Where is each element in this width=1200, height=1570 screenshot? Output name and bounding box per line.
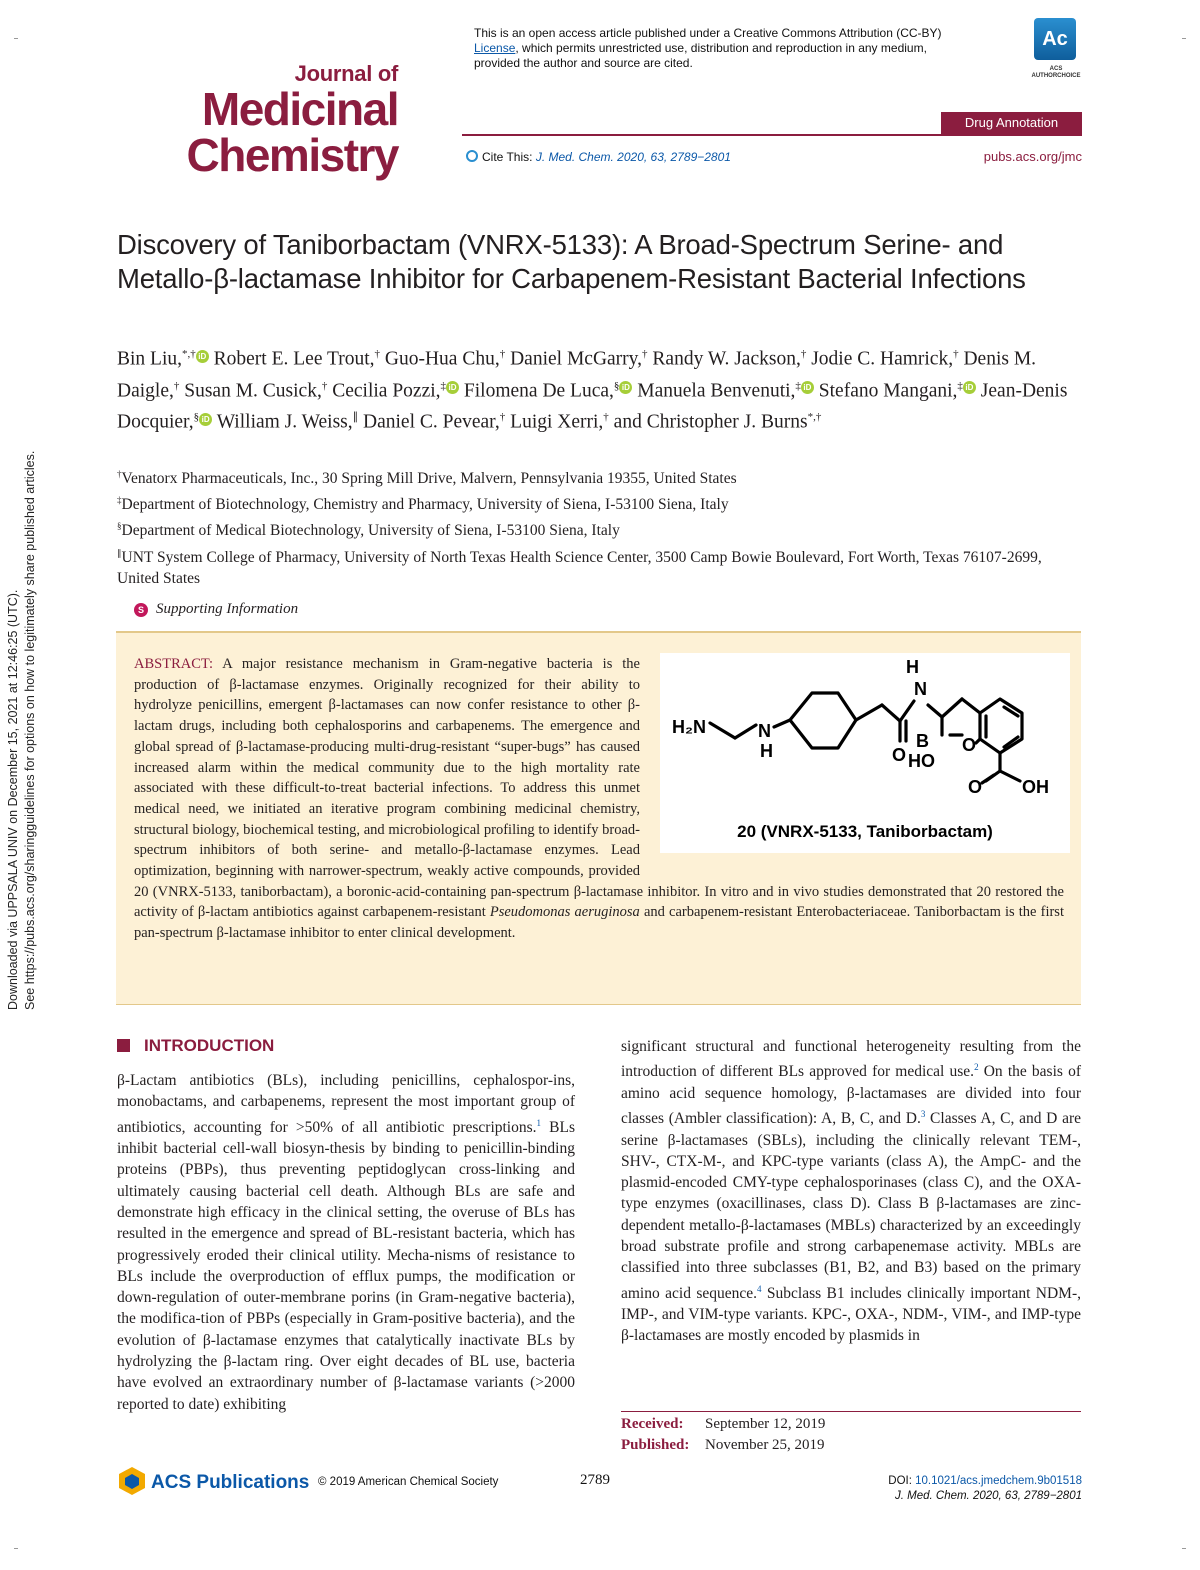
author-name: Susan M. Cusick, xyxy=(184,380,322,401)
author-name: Jodie C. Hamrick, xyxy=(811,348,954,370)
intro-right-column xyxy=(621,1036,1081,1347)
license-link[interactable]: License xyxy=(474,41,516,55)
journal-url[interactable]: pubs.acs.org/jmc xyxy=(983,149,1082,164)
download-watermark xyxy=(5,0,39,1010)
affiliation-symbol: ‡ xyxy=(117,495,122,505)
received-label: Received: xyxy=(621,1416,684,1432)
page-number: 2789 xyxy=(580,1472,610,1488)
copyright: © 2019 American Chemical Society xyxy=(318,1476,499,1488)
h2n-label: H₂N xyxy=(672,717,706,737)
author-name: Luigi Xerri, xyxy=(510,411,604,433)
author-name: Jean-Denis Docquier, xyxy=(117,380,1068,433)
acs-publications-logo[interactable] xyxy=(117,1466,309,1496)
article-dates xyxy=(621,1411,1081,1456)
orcid-icon[interactable]: iD xyxy=(196,350,209,363)
cite-label: Cite This: xyxy=(482,150,533,164)
abstract-text-end: and carbapenem-resistant Enterobacteriaceae. Taniborbactam is the first pan-spectrum β-lactamase inhibitor to enter clinical development. xyxy=(134,904,1064,942)
author-affiliation-marker: † xyxy=(173,379,180,392)
reference-citation[interactable]: 2 xyxy=(974,1062,979,1073)
author-affiliation-marker: † xyxy=(603,411,609,423)
affiliation xyxy=(117,464,1087,489)
orcid-icon[interactable]: iD xyxy=(446,381,459,394)
amide-o-label: O xyxy=(892,745,907,765)
author-affiliation-marker: *,† xyxy=(807,411,822,423)
reference-citation[interactable]: 1 xyxy=(536,1117,542,1128)
author-affiliation-marker: † xyxy=(800,348,807,360)
footer-citation: J. Med. Chem. 2020, 63, 2789−2801 xyxy=(894,1490,1082,1502)
orcid-icon[interactable]: iD xyxy=(801,381,814,394)
abstract-label: ABSTRACT: xyxy=(134,656,214,672)
author-affiliation-marker: ‡ xyxy=(440,379,447,392)
author-name: Manuela Benvenuti, xyxy=(637,380,796,401)
boron-label: B xyxy=(916,731,929,751)
author-affiliation-marker: ‡ xyxy=(795,379,801,392)
watermark-line-2: See https://pubs.acs.org/sharingguidelines for options on how to legitimately share published articles. xyxy=(23,450,37,1010)
crop-mark xyxy=(1182,38,1186,39)
affiliation xyxy=(117,543,1087,589)
amine-h-label: H xyxy=(760,741,773,761)
amine-n-label: N xyxy=(758,721,771,741)
acid-oh-label: OH xyxy=(1022,777,1049,797)
author-name: Randy W. Jackson, xyxy=(652,348,801,370)
graphic-spacer xyxy=(640,654,1064,878)
footer-doi-block xyxy=(888,1474,1082,1504)
cite-icon xyxy=(466,150,478,162)
doi-label: DOI: xyxy=(888,1475,916,1487)
orcid-icon[interactable]: iD xyxy=(199,413,212,426)
cite-this[interactable] xyxy=(466,150,731,164)
author-name: Daniel C. Pevear, xyxy=(363,411,500,433)
author-affiliation-marker: § xyxy=(193,411,200,423)
affiliation xyxy=(117,516,1087,541)
orcid-icon[interactable]: iD xyxy=(619,381,632,394)
author-name: William J. Weiss, xyxy=(216,411,353,433)
author-list xyxy=(117,341,1087,436)
hydroxyl-label: HO xyxy=(908,751,935,771)
author-affiliation-marker: † xyxy=(499,348,506,360)
author-name: Denis M. Daigle, xyxy=(117,348,1037,401)
authorchoice-badge-icon[interactable]: Ac xyxy=(1034,18,1076,60)
author-name: Robert E. Lee Trout, xyxy=(213,348,375,370)
paragraph-text: BLs inhibit bacterial cell-wall biosyn-thesis by binding to penicillin-binding proteins (PBPs), thus preventing peptidoglycan cross-linking and ultimately causing bacterial cell death. Although BLs are safe and demonstrate high efficacy in the clinical setting, the overuse of BLs has resulted in the emergence and spread of BL-resistant bacteria, which has progressively eroded their clinical utility. Mecha-nisms of resistance to BLs include the overproduction of efflux pumps, the modification or down-regulation of outer-membrane porins (in Gram-negative bacteria), the modifica-tion of PBPs (especially in Gram-positive bacteria), and the evolution of β-lactamase enzymes that catalytically inactivate BLs by hydrolyzing the β-lactam ring. Over eight decades of BL use, bacteria have evolved an extraordinary number of β-lactamase variants (>2000 reported to date) exhibiting xyxy=(117,1118,576,1413)
acs-hexagon-icon xyxy=(117,1466,147,1496)
abstract-text: A major resistance mechanism in Gram-negative bacteria is the production of β-lactamase enzymes. Originally recognized for their ability to hydrolyze penicillins, emergent β-lactamases can now confer resistance to other β-lactam drugs, including both cephalosporins and carbapenems. The emergence and global spread of β-lactamase-producing multi-drug-resistant “super-bugs” has caused increased alarm within the medical community due to the high mortality rate associated with these difficult-to-treat bacterial infections. To address this unmet medical need, we initiated an iterative program combining medicinal chemistry, structural biology, biochemical testing, and microbiological profiling to identify broad-spectrum inhibitors of both serine- and metallo-β-lactamase enzymes. Lead optimization, beginning with narrower-spectrum, weakly active compounds, provided 20 (VNRX-5133, taniborbactam), a boronic-acid-containing pan-spectrum β-lactamase inhibitor. In vitro and in vivo studies demonstrated that 20 restored the activity of β-lactam antibiotics against carbapenem-resistant xyxy=(134,656,1064,921)
author-affiliation-marker: † xyxy=(321,379,328,392)
affiliation-text: Venatorx Pharmaceuticals, Inc., 30 Spring Mill Drive, Malvern, Pennsylvania 19355, United States xyxy=(121,470,737,488)
author-affiliation-marker: † xyxy=(953,348,959,360)
author-affiliation-marker: § xyxy=(613,379,620,392)
journal-logo-line-1: Journal of xyxy=(294,61,398,86)
structure-caption: 20 (VNRX-5133, Taniborbactam) xyxy=(737,822,993,841)
paragraph-text: β-Lactam antibiotics (BLs), including penicillins, cephalospor-ins, monobactams, and carbapenems, represent the most important group of antibiotics, accounting for >50% of all antibiotic prescriptions. xyxy=(117,1072,575,1136)
received-date: September 12, 2019 xyxy=(705,1416,826,1432)
paragraph-text: Classes A, C, and D are serine β-lactamases (SBLs), including the clinically relevant TEM-, SHV-, CTX-M-, and KPC-type variants (class A), the AmpC- and the plasmid-encoded CMY-type cephalosporinases (class C), and the OXA-type enzymes (oxacillinases, class D). Class B β-lactamases are zinc-dependent metallo-β-lactamases (MBLs) characterized by an exceedingly broad substrate profile and strong carbapenemase activity. MBLs are classified into three subclasses (B1, B2, and B3) based on the primary amino acid sequence. xyxy=(621,1110,1082,1302)
author-name: Stefano Mangani, xyxy=(818,380,958,401)
crop-mark xyxy=(1182,1548,1186,1549)
amide-h-label: H xyxy=(906,657,919,677)
author-name: Cecilia Pozzi, xyxy=(332,380,441,401)
orcid-icon[interactable]: iD xyxy=(963,381,976,394)
ring-o-label: O xyxy=(962,735,977,755)
affiliation-text: Department of Medical Biotechnology, University of Siena, I-53100 Siena, Italy xyxy=(121,522,620,540)
published-label: Published: xyxy=(621,1437,690,1453)
affiliation-text: Department of Biotechnology, Chemistry and Pharmacy, University of Siena, I-53100 Siena, Italy xyxy=(121,496,729,514)
journal-logo[interactable] xyxy=(158,61,398,181)
reference-citation[interactable]: 4 xyxy=(757,1283,762,1294)
affiliation-symbol: † xyxy=(117,469,122,479)
author-name: Filomena De Luca, xyxy=(463,380,614,401)
section-marker-icon xyxy=(117,1039,130,1052)
published-date: November 25, 2019 xyxy=(705,1437,825,1453)
affiliation-text: UNT System College of Pharmacy, University of North Texas Health Science Center, 3500 Camp Bowie Boulevard, Fort Worth, Texas 76107-2699, United States xyxy=(117,549,1042,588)
paragraph-text: Subclass B1 includes clinically important NDM-, IMP-, and VIM-type variants. KPC-, OXA-, NDM-, VIM-, and IMP-type β-lactamases are mostly encoded by plasmids in xyxy=(621,1284,1081,1345)
oa-line-2: , which permits unrestricted use, distribution and reproduction in any medium, xyxy=(515,41,927,55)
authorchoice-label: ACS AUTHORCHOICE xyxy=(1031,66,1081,79)
paragraph-text: On the basis of amino acid sequence homology, β-lactamases are divided into four classes (Ambler classification): A, B, C, and D. xyxy=(621,1063,1081,1128)
author-name: and Christopher J. Burns xyxy=(613,411,808,433)
author-name: Daniel McGarry, xyxy=(510,348,643,370)
supporting-info-label: Supporting Information xyxy=(156,601,299,617)
introduction-heading xyxy=(117,1036,274,1056)
abstract xyxy=(134,654,1064,944)
doi-link[interactable]: 10.1021/acs.jmedchem.9b01518 xyxy=(915,1475,1082,1487)
watermark-line-1: Downloaded via UPPSALA UNIV on December 15, 2021 at 12:46:25 (UTC). xyxy=(6,589,20,1010)
author-affiliation-marker: *,† xyxy=(182,348,196,360)
intro-left-column xyxy=(117,1070,575,1415)
author-affiliation-marker: ‡ xyxy=(957,379,963,392)
oa-line-3: provided the author and source are cited. xyxy=(474,56,693,70)
header-rule xyxy=(462,134,1082,136)
amide-n-label: N xyxy=(914,679,927,699)
affiliation xyxy=(117,490,1087,515)
journal-logo-line-2: Medicinal xyxy=(201,83,398,135)
affiliation-symbol: ∥ xyxy=(117,548,122,558)
author-name: Guo-Hua Chu, xyxy=(384,348,500,370)
journal-logo-line-3: Chemistry xyxy=(186,129,398,181)
supporting-information-link[interactable] xyxy=(134,601,298,618)
reference-citation[interactable]: 3 xyxy=(920,1109,926,1120)
author-affiliation-marker: † xyxy=(499,411,506,423)
cite-reference[interactable]: J. Med. Chem. 2020, 63, 2789−2801 xyxy=(535,150,731,164)
paragraph-text: significant structural and functional heterogeneity resulting from the introduction of different BLs approved for medical use. xyxy=(621,1038,1081,1081)
author-affiliation-marker: ∥ xyxy=(352,411,359,423)
crop-mark xyxy=(14,1548,18,1549)
article-type-tag: Drug Annotation xyxy=(941,112,1082,134)
article-title: Discovery of Taniborbactam (VNRX-5133): A Broad-Spectrum Serine- and Metallo-β-lactamase Inhibitor for Carbapenem-Resistant Bacterial Infections xyxy=(117,229,1026,294)
open-access-notice xyxy=(474,26,1034,71)
author-name: Bin Liu, xyxy=(117,348,183,370)
supporting-info-icon: S xyxy=(134,603,148,617)
abstract-species: Pseudomonas aeruginosa xyxy=(489,904,640,921)
author-affiliation-marker: † xyxy=(374,348,381,360)
acid-o-label: O xyxy=(968,777,983,797)
affiliation-symbol: § xyxy=(117,521,122,531)
author-affiliation-marker: † xyxy=(642,348,648,360)
publisher-name: ACS Publications xyxy=(151,1472,310,1493)
oa-line-1: This is an open access article published under a Creative Commons Attribution (CC-BY) xyxy=(474,26,942,40)
introduction-heading-text: INTRODUCTION xyxy=(144,1036,275,1055)
